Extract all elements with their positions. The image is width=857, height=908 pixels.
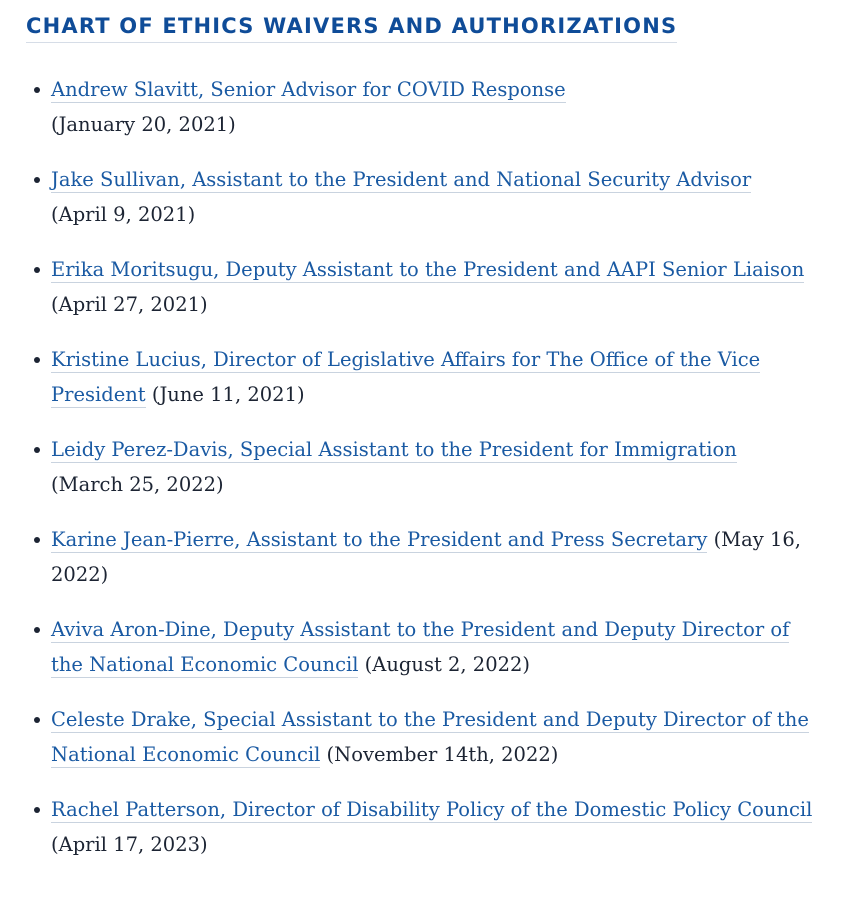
bullet-icon <box>34 807 40 813</box>
bullet-icon <box>34 267 40 273</box>
list-item <box>51 522 821 592</box>
list-item <box>51 702 821 772</box>
waiver-link-jake-sullivan[interactable]: Jake Sullivan, Assistant to the President and National Security Advisor <box>51 168 752 191</box>
list-item <box>51 72 821 142</box>
waiver-link-rachel-patterson[interactable]: Rachel Patterson, Director of Disability Policy of the Domestic Policy Council <box>51 798 813 821</box>
bullet-icon <box>34 627 40 633</box>
bullet-icon <box>34 87 40 93</box>
list-item <box>51 342 821 412</box>
page-title: CHART OF ETHICS WAIVERS AND AUTHORIZATIONS <box>26 12 677 43</box>
waiver-date: (June 11, 2021) <box>151 383 305 406</box>
waiver-link-erika-moritsugu[interactable]: Erika Moritsugu, Deputy Assistant to the President and AAPI Senior Liaison <box>51 258 805 281</box>
waiver-date: (January 20, 2021) <box>51 113 236 136</box>
waiver-date: (August 2, 2022) <box>364 653 531 676</box>
bullet-icon <box>34 717 40 723</box>
waiver-link-aviva-aron-dine[interactable]: Aviva Aron-Dine, Deputy Assistant to the President and Deputy Director of the National Economic Council <box>51 618 790 676</box>
list-item <box>51 432 821 502</box>
bullet-icon <box>34 177 40 183</box>
list-item <box>51 612 821 682</box>
waiver-link-karine-jean-pierre[interactable]: Karine Jean-Pierre, Assistant to the President and Press Secretary <box>51 528 708 551</box>
waiver-date: (April 27, 2021) <box>51 293 208 316</box>
list-item <box>51 792 821 862</box>
bullet-icon <box>34 357 40 363</box>
waiver-link-leidy-perez-davis[interactable]: Leidy Perez-Davis, Special Assistant to the President for Immigration <box>51 438 737 461</box>
waiver-date: (March 25, 2022) <box>51 473 224 496</box>
waiver-link-andrew-slavitt[interactable]: Andrew Slavitt, Senior Advisor for COVID Response <box>51 78 566 101</box>
list-item <box>51 162 821 232</box>
list-item <box>51 252 821 322</box>
waiver-list <box>26 72 821 862</box>
waiver-link-celeste-drake[interactable]: Celeste Drake, Special Assistant to the President and Deputy Director of the National Economic Council <box>51 708 809 766</box>
waiver-date: (May 16, 2022) <box>51 528 801 586</box>
bullet-icon <box>34 447 40 453</box>
waiver-date: (April 9, 2021) <box>51 203 196 226</box>
waiver-link-kristine-lucius[interactable]: Kristine Lucius, Director of Legislative Affairs for The Office of the Vice President <box>51 348 761 406</box>
waiver-date: (November 14th, 2022) <box>326 743 559 766</box>
waiver-date: (April 17, 2023) <box>51 833 208 856</box>
bullet-icon <box>34 537 40 543</box>
